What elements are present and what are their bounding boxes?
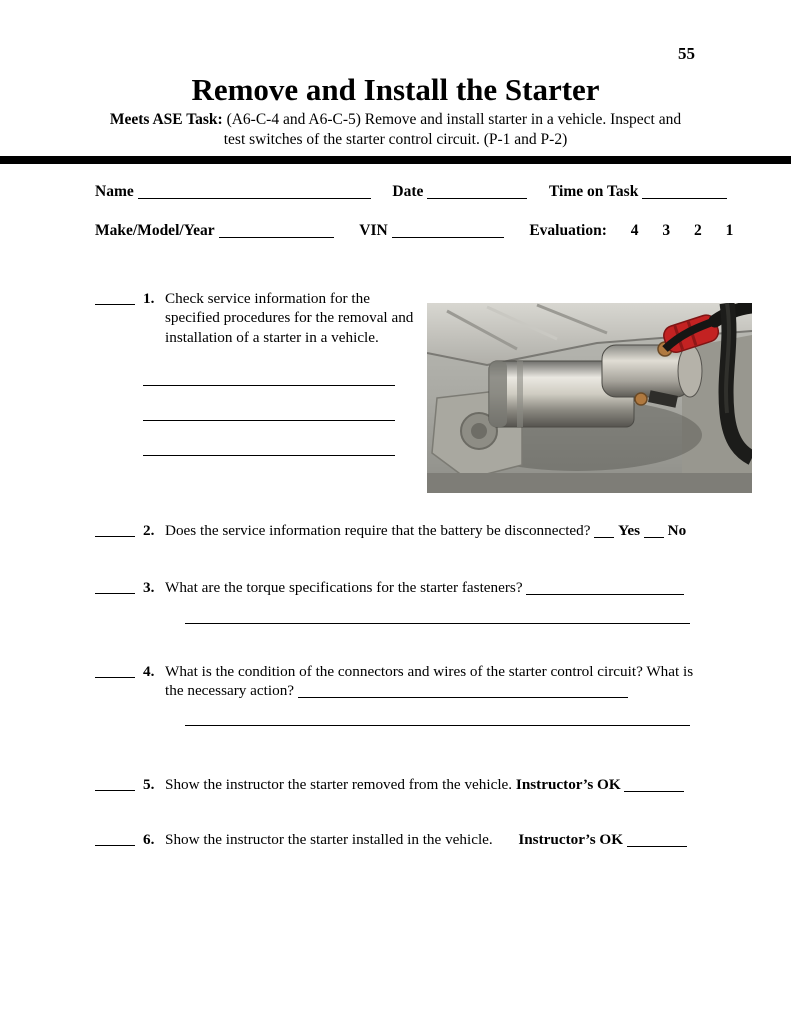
- vin-label: VIN: [359, 222, 388, 239]
- check-blank-line: [95, 521, 135, 537]
- answer-blank-inline: [298, 684, 628, 699]
- instructors-ok-label: Instructor’s OK: [518, 831, 624, 848]
- task-item-2: [95, 521, 731, 540]
- starter-motor-illustration: [427, 303, 752, 493]
- evaluation-label: Evaluation:: [529, 222, 607, 239]
- task-item-6: [95, 830, 731, 849]
- header-form-row-1: [95, 183, 696, 201]
- answer-blank-inline: [526, 580, 684, 595]
- item-text: What are the torque specifications for the starter fasteners?: [165, 579, 523, 596]
- task-item-1: [95, 289, 745, 493]
- check-blank-line: [95, 830, 135, 846]
- vin-blank-line: [392, 223, 504, 238]
- item-text: What is the condition of the connectors and wires of the starter control circuit? What is the necessary action?: [165, 663, 694, 700]
- answer-blank-line-3: [143, 421, 395, 456]
- evaluation-score-4: 4: [630, 222, 639, 239]
- divider-bar: [0, 156, 791, 164]
- item-number: 5.: [143, 776, 155, 793]
- page-number: 55: [678, 44, 695, 63]
- answer-blank-line-1: [143, 347, 395, 386]
- no-blank-line: [644, 523, 664, 538]
- task-item-3: [95, 578, 696, 624]
- make-model-year-blank-line: [219, 223, 334, 238]
- name-label: Name: [95, 183, 134, 200]
- item-text: Show the instructor the starter removed from the vehicle.: [165, 776, 513, 793]
- task-item-4: [95, 662, 696, 726]
- answer-continuation-line: [185, 701, 690, 726]
- instructors-ok-blank-line: [624, 777, 684, 792]
- date-blank-line: [427, 184, 527, 199]
- item-text: Show the instructor the starter installed in the vehicle.: [165, 831, 493, 848]
- item-number: 2.: [143, 522, 155, 539]
- instructors-ok-label: Instructor’s OK: [515, 776, 621, 793]
- date-label: Date: [392, 183, 424, 200]
- no-label: No: [667, 522, 687, 539]
- page-title: Remove and Install the Starter: [191, 72, 600, 107]
- name-blank-line: [138, 184, 371, 199]
- ase-task-line1: (A6-C-4 and A6-C-5) Remove and install starter in a vehicle. Inspect and: [226, 111, 682, 128]
- evaluation-score-3: 3: [662, 222, 671, 239]
- instructors-ok-blank-line: [627, 832, 687, 847]
- time-on-task-blank-line: [642, 184, 727, 199]
- answer-continuation-line: [185, 597, 690, 624]
- check-blank-line: [95, 775, 135, 791]
- check-blank-line: [95, 662, 135, 678]
- time-on-task-label: Time on Task: [549, 183, 639, 200]
- evaluation-score-2: 2: [693, 222, 702, 239]
- check-blank-line: [95, 578, 135, 594]
- item-number: 1.: [143, 290, 155, 307]
- starter-motor-photo: [427, 303, 752, 493]
- answer-blank-line-2: [143, 386, 395, 421]
- ase-task-label: Meets ASE Task:: [109, 111, 223, 128]
- header-form-row-2: [95, 222, 734, 240]
- yes-blank-line: [594, 523, 614, 538]
- check-blank-line: [95, 289, 135, 305]
- task-item-5: [95, 775, 731, 794]
- item-number: 6.: [143, 831, 155, 848]
- ase-task-line2: test switches of the starter control circuit. (P-1 and P-2): [223, 131, 568, 149]
- evaluation-score-1: 1: [725, 222, 734, 239]
- yes-label: Yes: [618, 522, 641, 539]
- item-number: 4.: [143, 663, 155, 680]
- item-text: Check service information for the specified procedures for the removal and installation of a starter in a vehicle.: [165, 290, 414, 346]
- item-text: Does the service information require that the battery be disconnected?: [165, 522, 591, 539]
- item-number: 3.: [143, 579, 155, 596]
- make-model-year-label: Make/Model/Year: [95, 222, 215, 239]
- ase-task-note: [60, 110, 731, 151]
